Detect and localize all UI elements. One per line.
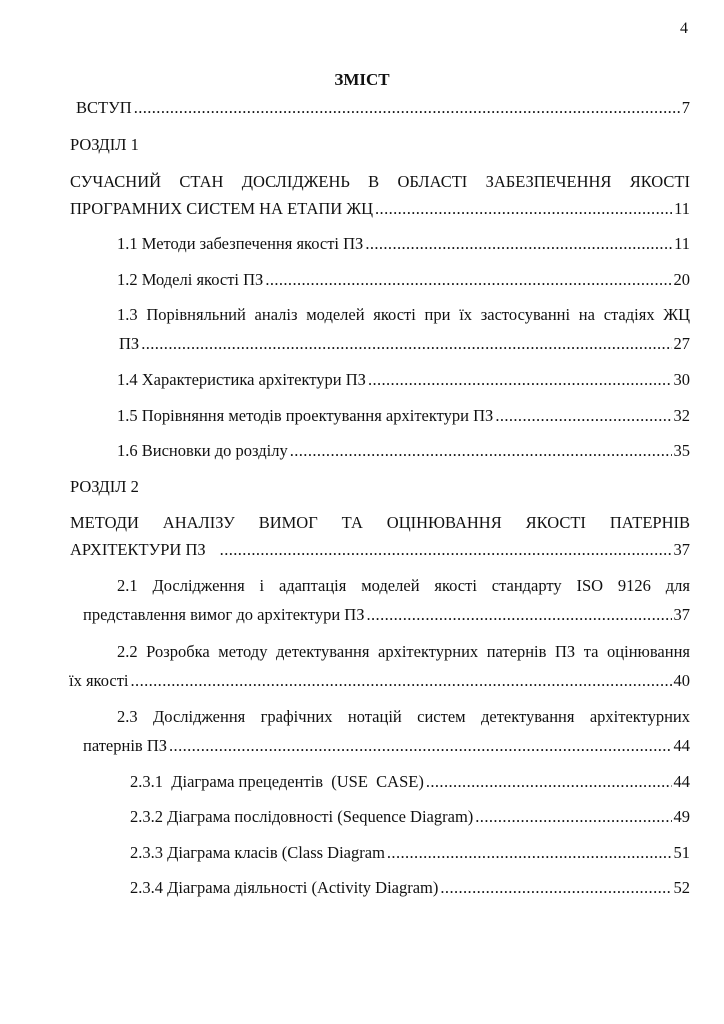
dot-leader: [426, 771, 672, 793]
toc-entry-page: 37: [673, 605, 690, 624]
toc-entry-1-5[interactable]: [117, 405, 690, 427]
toc-entry-page: 27: [673, 334, 690, 353]
toc-chapter-1-label: [70, 134, 690, 156]
toc-entry-text: патернів ПЗ: [83, 736, 168, 755]
dot-leader: [375, 198, 672, 220]
dot-leader: [387, 842, 672, 864]
toc-entry-text: 2.3.2 Діаграма послідовності (Sequence Diagram): [130, 807, 474, 826]
toc-entry-text: представлення вимог до архітектури ПЗ: [83, 605, 365, 624]
toc-entry-page: 32: [673, 406, 690, 425]
dot-leader: [475, 806, 671, 828]
toc-entry-text: 2.1 Дослідження і адаптація моделей якості стандарту ISO 9126 для: [117, 576, 690, 595]
toc-entry-text: СУЧАСНИЙ СТАН ДОСЛІДЖЕНЬ В ОБЛАСТІ ЗАБЕЗПЕЧЕННЯ ЯКОСТІ: [70, 172, 690, 191]
toc-entry-2-3-line2[interactable]: [83, 735, 690, 757]
toc-entry-2-1-line2[interactable]: [83, 604, 690, 626]
dot-leader: [131, 670, 672, 692]
toc-entry-1-2[interactable]: [117, 269, 690, 291]
dot-leader: [440, 877, 671, 899]
toc-entry-2-3-4[interactable]: [130, 877, 690, 899]
dot-leader: [495, 405, 671, 427]
toc-entry-page: 11: [674, 199, 690, 218]
toc-entry-page: 11: [674, 234, 690, 253]
toc-entry-text: РОЗДІЛ 1: [70, 135, 139, 154]
toc-entry-text: ПЗ: [119, 334, 140, 353]
toc-chapter-2-title-line2[interactable]: [70, 539, 690, 561]
toc-entry-2-1-line1[interactable]: [117, 575, 690, 597]
dot-leader: [134, 97, 680, 119]
dot-leader: [220, 539, 672, 561]
toc-entry-text: МЕТОДИ АНАЛІЗУ ВИМОГ ТА ОЦІНЮВАННЯ ЯКОСТІ ПАТЕРНІВ: [70, 513, 690, 532]
toc-entry-text: 2.3.1 Діаграма прецедентів (USE CASE): [130, 772, 424, 791]
dot-leader: [367, 604, 672, 626]
toc-entry-page: 35: [673, 441, 690, 460]
toc-entry-2-3-2[interactable]: [130, 806, 690, 828]
toc-entry-text: їх якості: [69, 671, 129, 690]
toc-entry-intro[interactable]: [76, 97, 690, 119]
toc-entry-text: ПРОГРАМНИХ СИСТЕМ НА ЕТАПИ ЖЦ: [70, 199, 374, 218]
toc-entry-1-3-line2[interactable]: [119, 333, 690, 355]
toc-entry-text: 1.2 Моделі якості ПЗ: [117, 270, 264, 289]
toc-entry-1-4[interactable]: [117, 369, 690, 391]
toc-entry-text: 1.5 Порівняння методів проектування архітектури ПЗ: [117, 406, 494, 425]
toc-entry-page: 44: [673, 772, 690, 791]
toc-entry-page: 44: [673, 736, 690, 755]
toc-entry-text: АРХІТЕКТУРИ ПЗ: [70, 540, 206, 559]
toc-entry-page: 30: [673, 370, 690, 389]
toc-title: ЗМІСТ: [334, 70, 390, 89]
toc-entry-2-2-line2[interactable]: [69, 670, 690, 692]
dot-leader: [368, 369, 672, 391]
toc-entry-2-3-1[interactable]: [130, 771, 690, 793]
toc-entry-page: 7: [681, 98, 690, 117]
toc-chapter-1-title-line1[interactable]: [70, 171, 690, 193]
dot-leader: [169, 735, 671, 757]
toc-entry-text: РОЗДІЛ 2: [70, 477, 139, 496]
toc-entry-page: 40: [673, 671, 690, 690]
toc-entry-text: 2.2 Розробка методу детектування архітектурних патернів ПЗ та оцінювання: [117, 642, 690, 661]
toc-entry-page: 37: [673, 540, 690, 559]
toc-entry-text: 2.3.3 Діаграма класів (Class Diagram: [130, 843, 385, 862]
toc-entry-1-6[interactable]: [117, 440, 690, 462]
toc-entry-1-1[interactable]: [117, 233, 690, 255]
dot-leader: [290, 440, 672, 462]
toc-entry-2-3-line1[interactable]: [117, 706, 690, 728]
toc-entry-text: ВСТУП: [76, 98, 132, 117]
toc-entry-page: 49: [673, 807, 690, 826]
toc-entry-page: 52: [673, 878, 690, 897]
toc-entry-text: 2.3 Дослідження графічних нотацій систем детектування архітектурних: [117, 707, 690, 726]
toc-entry-1-3-line1[interactable]: [117, 304, 690, 326]
dot-leader: [141, 333, 671, 355]
toc-entry-text: 1.6 Висновки до розділу: [117, 441, 288, 460]
dot-leader: [265, 269, 671, 291]
toc-entry-page: 51: [673, 843, 690, 862]
toc-chapter-1-title-line2[interactable]: [70, 198, 690, 220]
toc-chapter-2-title-line1[interactable]: [70, 512, 690, 534]
toc-chapter-2-label: [70, 476, 690, 498]
toc-entry-text: 1.3 Порівняльний аналіз моделей якості при їх застосуванні на стадіях ЖЦ: [117, 305, 690, 324]
toc-entry-text: 1.1 Методи забезпечення якості ПЗ: [117, 234, 364, 253]
page-number: 4: [680, 20, 688, 37]
toc-entry-text: 2.3.4 Діаграма діяльності (Activity Diagram): [130, 878, 439, 897]
toc-entry-text: 1.4 Характеристика архітектури ПЗ: [117, 370, 366, 389]
toc-entry-2-3-3[interactable]: [130, 842, 690, 864]
toc-entry-2-2-line1[interactable]: [117, 641, 690, 663]
toc-entry-page: 20: [673, 270, 690, 289]
dot-leader: [365, 233, 672, 255]
